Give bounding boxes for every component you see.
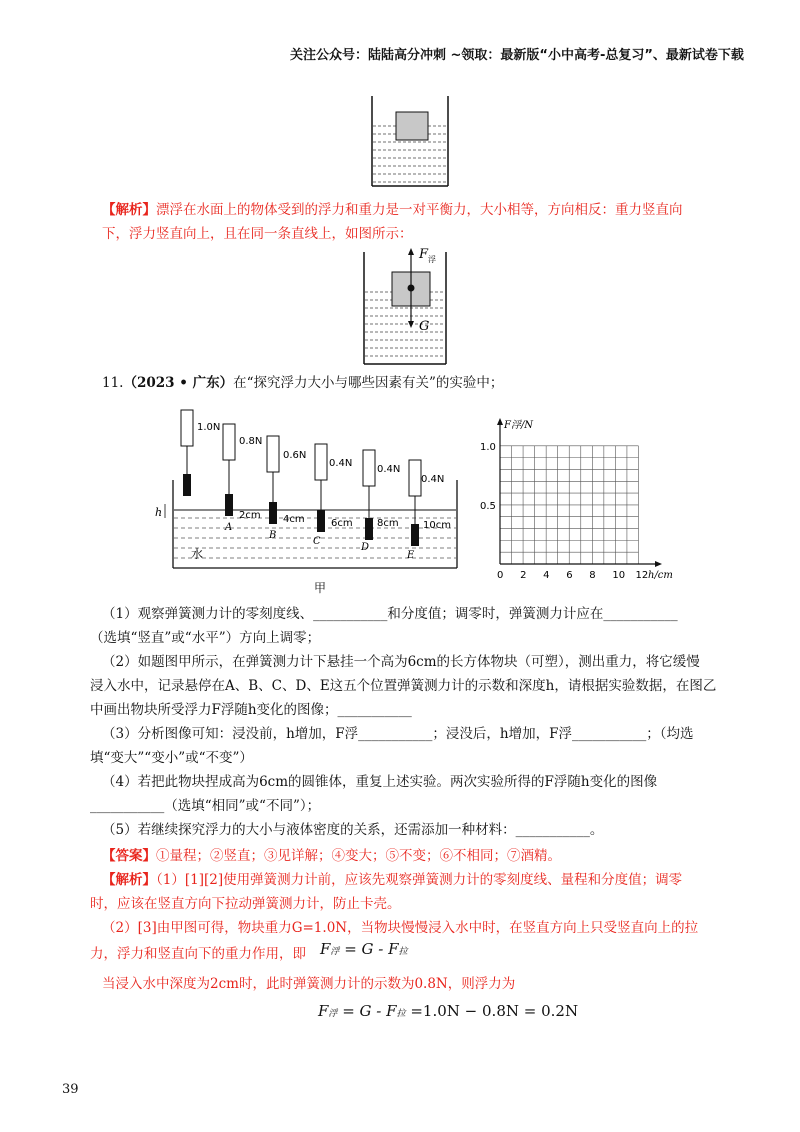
y-tick-label: 0.5 [480,500,496,512]
svg-text:G: G [419,319,430,334]
svg-text:A: A [225,522,233,533]
svg-text:0.8N: 0.8N [239,436,263,447]
question-line: ___________（选填“相同”或“不同”）； [90,798,321,814]
svg-text:8cm: 8cm [377,518,399,529]
analysis1-line2: 下，浮力竖直向上，且在同一条直线上，如图所示： [102,226,413,242]
svg-text:0.4N: 0.4N [421,474,445,485]
analysis2-line4: 力，浮力和竖直向下的重力作用，即 [90,946,306,962]
svg-text:B: B [269,530,277,541]
analysis2-line2: 时，应该在竖直方向下拉动弹簧测力计，防止卡壳。 [90,896,401,912]
question-11-stem: 11.（2023 • 广东）在“探究浮力大小与哪些因素有关”的实验中； [102,375,504,391]
question-line: （4）若把此物块捏成高为6cm的圆锥体，重复上述实验。两次实验所得的F浮随h变化的图像 [102,774,658,790]
page-header: 关注公众号：陆陆高分冲刺 ~领取：最新版“小中高考-总复习”、最新试卷下载 [290,48,744,63]
x-tick-label: 4 [543,570,550,581]
chart-buoyancy-vs-depth [470,412,673,582]
question-line: （1）观察弹簧测力计的零刻度线、___________和分度值；调零时，弹簧测力计应在___________ [102,606,678,622]
x-tick-label: 12 [635,570,649,581]
spring-scale-a [223,424,262,533]
y-axis-label: F浮/N [504,420,534,431]
formula-equilibrium: F浮 = G - F拉 [320,940,408,958]
spring-scale-d [360,450,400,553]
x-tick-label: 10 [612,570,626,581]
question-line: （2）如题图甲所示，在弹簧测力计下悬挂一个高为6cm的长方体物块（可塑），测出重力，将它缓慢 [102,654,700,670]
svg-text:F: F [419,247,429,262]
x-tick-label: 2 [520,570,527,581]
figure-floating-block [360,96,460,188]
analysis1-line1: 【解析】漂浮在水面上的物体受到的浮力和重力是一对平衡力，大小相等，方向相反：重力竖直向 [102,202,683,218]
svg-text:2cm: 2cm [239,510,261,521]
question-line: （3）分析图像可知：浸没前，h增加，F浮___________；浸没后，h增加，F浮___________；（均选 [102,726,694,742]
analysis2-line3: （2）[3]由甲图可得，物块重力G=1.0N，当物块慢慢浸入水中时，在竖直方向上只受竖直向上的拉 [102,920,699,936]
svg-text:6cm: 6cm [331,518,353,529]
svg-text:0.4N: 0.4N [377,464,401,475]
water-label: 水 [191,547,204,561]
svg-text:0.6N: 0.6N [283,450,307,461]
question-line: 填“变大”“变小”或“不变”） [90,750,253,766]
x-axis-arrow [655,561,662,567]
y-tick-label: 1.0 [480,441,496,453]
svg-text:10cm: 10cm [423,520,451,531]
x-axis-label: h/cm [648,570,673,581]
svg-text:浮: 浮 [428,255,436,264]
floating-block [396,112,428,140]
figure-jia-experiment [155,398,465,578]
formula-buoyancy: F浮 = G - F拉 =1.0N − 0.8N = 0.2N [318,1002,579,1020]
svg-text:D: D [361,542,370,553]
x-tick-label: 6 [566,570,573,581]
figure-jia-caption: 甲 [314,581,327,595]
spring-scale-c [313,444,353,547]
y-axis-arrow [497,418,503,425]
answer-line: 【答案】①量程；②竖直；③见详解；④变大；⑤不变；⑥不相同；⑦酒精。 [102,848,561,864]
svg-text:4cm: 4cm [283,514,305,525]
svg-text:E: E [407,550,415,561]
svg-text:1.0N: 1.0N [197,422,221,433]
analysis2-line1: 【解析】（1）[1][2]使用弹簧测力计前，应该先观察弹簧测力计的零刻度线、量程和分度值；调零 [102,872,683,888]
analysis2-line5: 当浸入水中深度为2cm时，此时弹簧测力计的示数为0.8N，则浮力为 [102,976,516,992]
spring-scale-0 [181,410,220,496]
svg-text:C: C [313,536,321,547]
spring-scale-b [267,436,306,541]
center-of-mass [408,285,415,292]
question-line: （选填“竖直”或“水平”）方向上调零； [90,630,321,646]
question-line: （5）若继续探究浮力的大小与液体密度的关系，还需添加一种材料：___________。 [102,822,604,838]
figure-force-diagram [350,244,460,368]
question-line: 浸入水中，记录悬停在A、B、C、D、E这五个位置弹簧测力计的示数和深度h，请根据实验数据，在图乙 [90,678,717,694]
svg-text:h: h [155,506,163,519]
page-number: 39 [62,1082,79,1097]
svg-text:0.4N: 0.4N [329,458,353,469]
question-line: 中画出物块所受浮力F浮随h变化的图像；___________ [90,702,412,718]
x-tick-label: 8 [589,570,596,581]
x-tick-label: 0 [497,570,504,581]
